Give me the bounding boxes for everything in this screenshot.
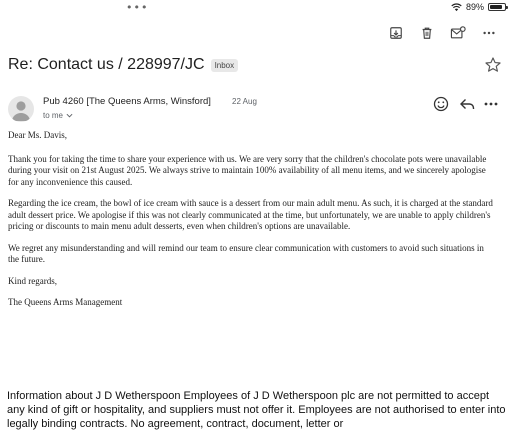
person-icon [8,96,34,122]
email-footer-disclaimer: Information about J D Wetherspoon Employees of J D Wetherspoon plc are not permitted to accept any kind of gift or hospitality, and suppliers must not offer it. Employees are not authorised to enter into legally binding contracts. No agreement, contract, document, letter or [7,390,506,431]
email-signature: The Queens Arms Management [8,297,123,307]
email-toolbar [380,22,504,44]
multitasking-dots-icon[interactable]: ••• [126,1,149,14]
email-greeting: Dear Ms. Davis, [8,130,67,140]
archive-button[interactable] [380,22,411,44]
email-subject: Re: Contact us / 228997/JC [8,56,205,73]
battery-percentage: 89% [465,2,484,12]
mark-unread-button[interactable] [442,22,473,44]
email-paragraph: We regret any misunderstanding and will remind our team to ensure clear communication with customers to avoid such situations in the future. [8,242,484,264]
inbox-label-badge[interactable]: Inbox [211,59,239,72]
more-horizontal-icon[interactable] [482,95,500,113]
archive-icon [389,26,403,40]
status-indicators [451,2,506,12]
avatar[interactable] [8,96,34,122]
email-paragraph: Thank you for taking the time to share your experience with us. We are very sorry that the children's chocolate pots were unavailable during your visit on 21st August 2025. We always strive to maintain 100% availability of all menu items, and we sincerely apologise for any inconvenience this caused. [8,153,487,187]
add-reaction-icon[interactable] [432,95,450,113]
reply-icon[interactable] [458,95,476,113]
subject-row [8,54,504,76]
star-icon[interactable] [484,56,502,74]
email-date: 22 Aug [232,97,257,106]
recipient-label: to me [43,111,64,120]
more-options-button[interactable] [473,22,504,44]
status-bar [0,0,512,16]
battery-icon [488,3,506,11]
sender-row [8,94,504,124]
battery-level [490,5,502,9]
chevron-down-icon [66,113,73,118]
delete-button[interactable] [411,22,442,44]
email-signoff: Kind regards, [8,275,57,286]
delete-icon [420,26,434,40]
email-body [8,130,496,319]
more-horizontal-icon [482,26,496,40]
recipient-details-toggle[interactable] [43,111,73,120]
wifi-icon [451,3,462,12]
email-paragraph: Regarding the ice cream, the bowl of ice cream with sauce is a dessert from our main adult menu. As such, it is charged at the standard adult dessert price. We apologise if this was not clearly communicated at the time, but unfortunately, we are unable to apply children's pricing or discounts to main menu adult desserts, even when children's options are unavailable. [8,198,493,231]
mark-unread-icon [450,26,466,40]
sender-name[interactable]: Pub 4260 [The Queens Arms, Winsford] [43,96,211,107]
